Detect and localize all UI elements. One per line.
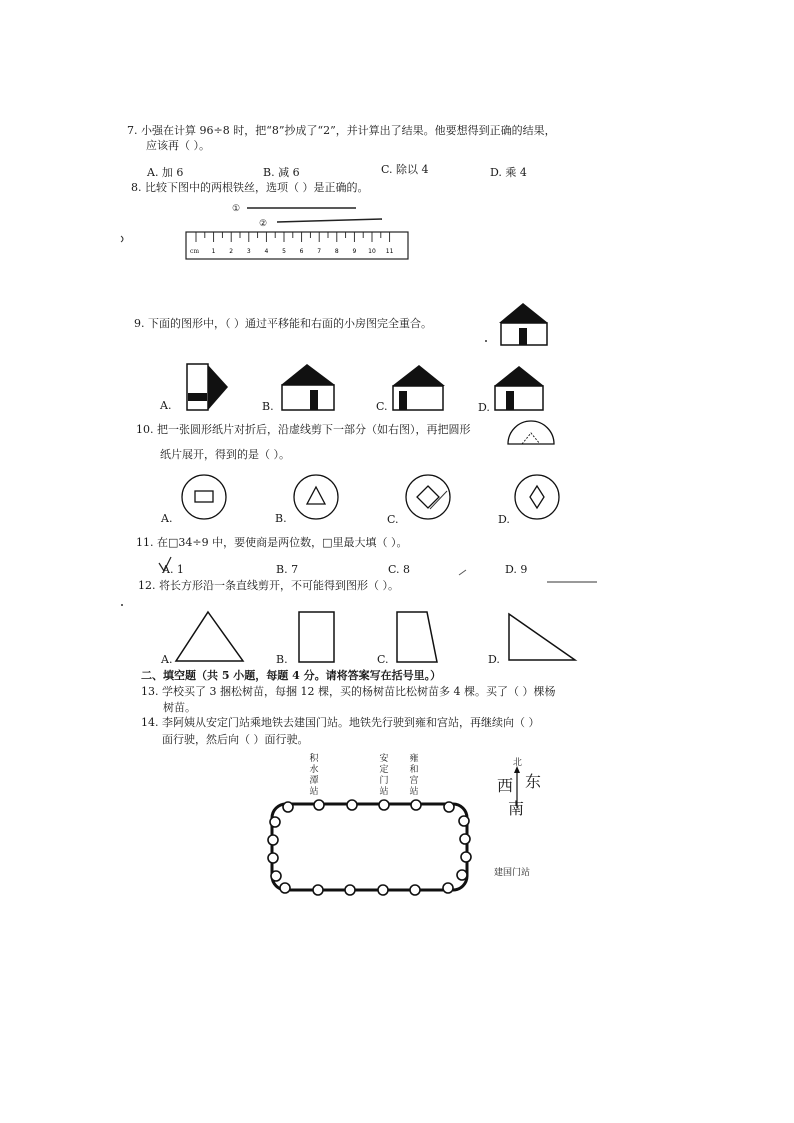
ruler-number: 4 xyxy=(264,248,269,255)
q10-option-d: D. xyxy=(498,513,510,526)
station-dot xyxy=(345,885,355,895)
q7-option-c: C. 除以 4 xyxy=(381,163,429,176)
q10-figure-c xyxy=(406,475,450,519)
q10-figure-b xyxy=(294,475,338,519)
q12-option-a: A. xyxy=(161,653,173,666)
q8-ruler-unit: cm xyxy=(190,248,200,255)
station-dot xyxy=(457,870,467,880)
q12-trapezoid-c xyxy=(397,612,437,662)
q10-figure-a xyxy=(182,475,226,519)
ruler-ticks xyxy=(196,232,394,255)
q13-line1: 13. 学校买了 3 捆松树苗，每捆 12 棵，买的杨树苗比松树苗多 4 棵。买了（ ）棵杨 xyxy=(141,685,556,698)
subway-loop xyxy=(272,804,467,890)
q10-figure-d xyxy=(515,475,559,519)
station-dot xyxy=(410,885,420,895)
ruler-number: 1 xyxy=(211,248,216,255)
ruler-number: 6 xyxy=(299,248,304,255)
station-dot xyxy=(280,883,290,893)
ruler-number: 8 xyxy=(334,248,339,255)
station-dot xyxy=(268,835,278,845)
station-label-andingmen: 安定门站 xyxy=(379,754,389,797)
ruler-number: 10 xyxy=(368,248,376,255)
q7-line1: 7. 小强在计算 96÷8 时，把“8”抄成了“2”，并计算出了结果。他要想得到正确的结果， xyxy=(127,124,556,137)
q11-option-b: B. 7 xyxy=(276,563,299,576)
station-dot xyxy=(411,800,421,810)
compass-north: 北 xyxy=(513,758,523,768)
wire-2 xyxy=(277,219,382,222)
station-dot xyxy=(268,853,278,863)
stray-mark xyxy=(121,236,123,242)
section2-heading: 二、填空题（共 5 小题，每题 4 分。请将答案写在括号里。） xyxy=(141,669,442,682)
station-dot xyxy=(283,802,293,812)
q11-option-c: C. 8 xyxy=(388,563,411,576)
q14-line1: 14. 李阿姨从安定门站乘地铁去建国门站。地铁先行驶到雍和宫站，再继续向（ ） xyxy=(141,716,540,729)
q8-wire1-label: ① xyxy=(232,204,241,214)
station-dot xyxy=(378,885,388,895)
q7-line2: 应该再（ ）。 xyxy=(146,139,210,152)
ruler-number: 2 xyxy=(229,248,234,255)
q10-line1: 10. 把一张圆形纸片对折后，沿虚线剪下一部分（如右图），再把圆形 xyxy=(136,423,471,436)
q9-figure-c xyxy=(392,365,445,410)
ruler-number: 3 xyxy=(246,248,251,255)
station-dot xyxy=(460,834,470,844)
q11-option-d: D. 9 xyxy=(505,563,528,576)
station-dot xyxy=(271,871,281,881)
q12-option-c: C. xyxy=(377,653,389,666)
q10-option-a: A. xyxy=(161,512,173,525)
q9-figure-a xyxy=(187,364,228,410)
q7-option-b: B. 减 6 xyxy=(263,166,300,179)
q8-wire2-label: ② xyxy=(259,219,268,229)
q9-option-b: B. xyxy=(262,400,274,413)
q10-option-b: B. xyxy=(275,512,287,525)
q14-line2: 面行驶，然后向（ ）面行驶。 xyxy=(162,733,309,746)
q9-figure-b xyxy=(281,364,335,410)
q12-rectangle-b xyxy=(299,612,334,662)
q9-option-a: A. xyxy=(160,399,172,412)
ruler-number: 11 xyxy=(385,248,394,255)
station-label-jishuitan: 积水潭站 xyxy=(309,754,319,797)
folded-paper xyxy=(508,421,554,444)
q9-option-d: D. xyxy=(478,401,490,414)
q11-option-a: A. 1 xyxy=(162,563,184,576)
station-dot xyxy=(443,883,453,893)
q12-option-d: D. xyxy=(488,653,500,666)
compass-east: 东 xyxy=(525,772,542,791)
q9-stem: 9. 下面的图形中，（ ）通过平移能和右面的小房图完全重合。 xyxy=(134,317,432,330)
q8-stem: 8. 比较下图中的两根铁丝，选项（ ）是正确的。 xyxy=(131,181,369,194)
q10-line2: 纸片展开，得到的是（ ）。 xyxy=(160,448,290,461)
q12-option-b: B. xyxy=(276,653,288,666)
ruler-number: 9 xyxy=(352,248,357,255)
subway-stations xyxy=(268,800,471,895)
q12-stem: 12. 将长方形沿一条直线剪开，不可能得到图形（ ）。 xyxy=(138,579,399,592)
compass-south: 南 xyxy=(508,799,525,818)
station-dot xyxy=(461,852,471,862)
station-label-jianguomen: 建国门站 xyxy=(494,868,531,878)
station-dot xyxy=(379,800,389,810)
q11-stem: 11. 在□34÷9 中，要使商是两位数，□里最大填（ ）。 xyxy=(136,536,408,549)
ruler-number: 7 xyxy=(317,248,322,255)
q9-option-c: C. xyxy=(376,400,388,413)
reference-house xyxy=(499,303,548,345)
station-dot xyxy=(313,885,323,895)
compass-west: 西 xyxy=(497,776,514,795)
station-dot xyxy=(347,800,357,810)
q9-figure-d xyxy=(494,366,544,410)
q7-option-a: A. 加 6 xyxy=(147,166,184,179)
station-dot xyxy=(444,802,454,812)
station-dot xyxy=(459,816,469,826)
station-dot xyxy=(314,800,324,810)
station-dot xyxy=(270,817,280,827)
ruler-number: 5 xyxy=(282,248,286,255)
q12-right-triangle-d xyxy=(509,614,575,660)
q13-line2: 树苗。 xyxy=(163,701,196,714)
station-label-yonghegong: 雍和宫站 xyxy=(409,754,419,797)
pencil-mark xyxy=(459,570,466,575)
q10-option-c: C. xyxy=(387,513,399,526)
q7-option-d: D. 乘 4 xyxy=(490,166,527,179)
q12-triangle-a xyxy=(176,612,243,661)
